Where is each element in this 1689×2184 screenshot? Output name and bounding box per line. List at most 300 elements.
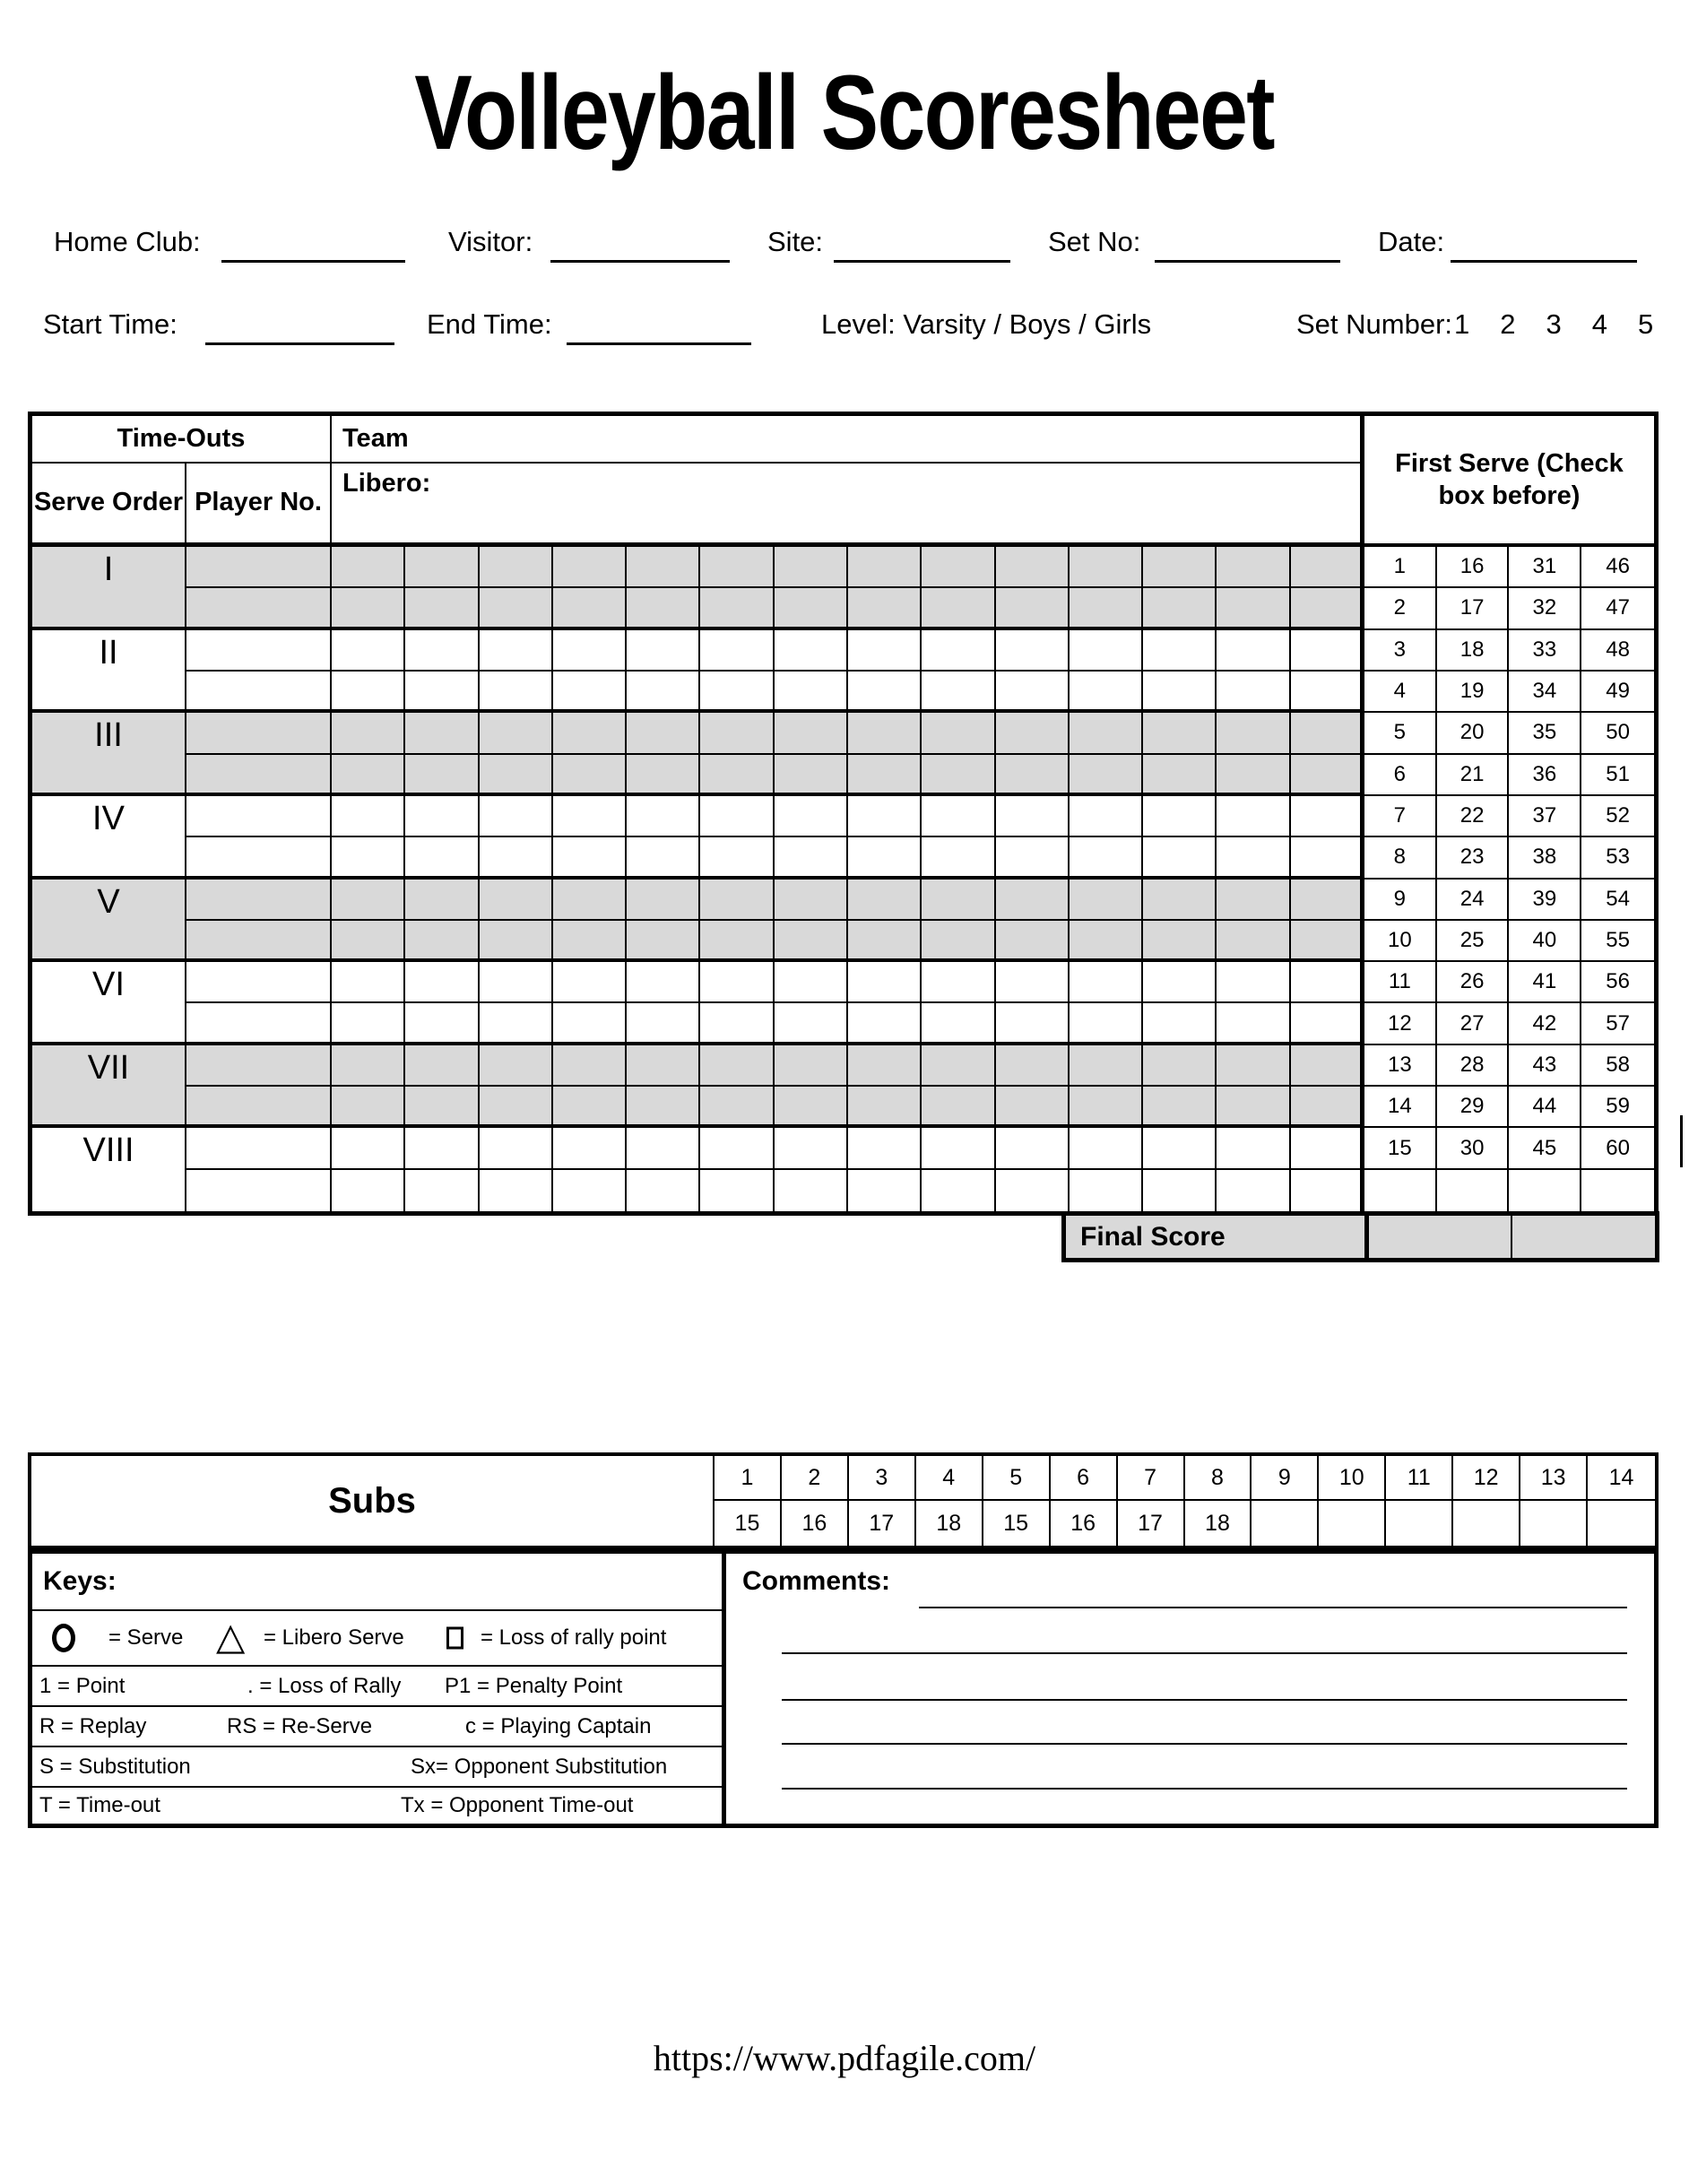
score-cell[interactable] — [1070, 672, 1143, 713]
comment-line[interactable] — [782, 1788, 1627, 1790]
field-blank-visitor[interactable] — [550, 221, 730, 263]
score-cell[interactable] — [1291, 1087, 1364, 1128]
score-cell[interactable] — [332, 588, 405, 629]
score-cell[interactable] — [1070, 796, 1143, 837]
score-cell[interactable] — [848, 1045, 922, 1087]
score-cell[interactable] — [332, 921, 405, 962]
score-cell[interactable] — [332, 837, 405, 879]
subs-cell-top[interactable]: 11 — [1386, 1456, 1453, 1501]
score-cell[interactable] — [1291, 962, 1364, 1003]
first-serve-cell[interactable]: 58 — [1581, 1045, 1654, 1087]
first-serve-cell[interactable] — [1509, 1170, 1581, 1211]
score-cell[interactable] — [627, 962, 700, 1003]
score-cell[interactable] — [480, 672, 553, 713]
score-cell[interactable] — [332, 1128, 405, 1169]
score-cell[interactable] — [775, 1170, 848, 1211]
first-serve-cell[interactable]: 11 — [1364, 962, 1437, 1003]
first-serve-cell[interactable]: 36 — [1509, 755, 1581, 796]
score-cell[interactable] — [1070, 837, 1143, 879]
score-cell[interactable] — [922, 1087, 995, 1128]
score-cell[interactable] — [553, 547, 627, 588]
score-cell[interactable] — [553, 672, 627, 713]
score-cell[interactable] — [922, 672, 995, 713]
first-serve-cell[interactable]: 44 — [1509, 1087, 1581, 1128]
score-cell[interactable] — [1291, 1128, 1364, 1169]
score-cell[interactable] — [553, 1045, 627, 1087]
first-serve-cell[interactable]: 46 — [1581, 547, 1654, 588]
score-cell[interactable] — [627, 672, 700, 713]
score-cell[interactable] — [1291, 921, 1364, 962]
score-cell[interactable] — [332, 1170, 405, 1211]
score-cell[interactable] — [1291, 880, 1364, 921]
score-cell[interactable] — [332, 547, 405, 588]
score-cell[interactable] — [1217, 755, 1290, 796]
score-cell[interactable] — [1143, 796, 1217, 837]
first-serve-cell[interactable]: 57 — [1581, 1003, 1654, 1044]
player-no-cell[interactable] — [186, 962, 332, 1003]
score-cell[interactable] — [405, 1087, 479, 1128]
player-no-cell[interactable] — [186, 921, 332, 962]
first-serve-cell[interactable]: 6 — [1364, 755, 1437, 796]
score-cell[interactable] — [1070, 713, 1143, 754]
score-cell[interactable] — [1143, 1045, 1217, 1087]
player-no-cell[interactable] — [186, 837, 332, 879]
score-cell[interactable] — [480, 1087, 553, 1128]
subs-cell-bottom[interactable] — [1386, 1501, 1453, 1546]
score-cell[interactable] — [405, 630, 479, 672]
first-serve-cell[interactable]: 5 — [1364, 713, 1437, 754]
score-cell[interactable] — [922, 1128, 995, 1169]
first-serve-cell[interactable]: 2 — [1364, 588, 1437, 629]
score-cell[interactable] — [848, 880, 922, 921]
player-no-cell[interactable] — [186, 1128, 332, 1169]
score-cell[interactable] — [775, 1045, 848, 1087]
subs-cell-bottom[interactable] — [1588, 1501, 1655, 1546]
score-cell[interactable] — [996, 921, 1070, 962]
subs-cell-bottom[interactable]: 18 — [1185, 1501, 1252, 1546]
score-cell[interactable] — [480, 547, 553, 588]
score-cell[interactable] — [1291, 713, 1364, 754]
first-serve-cell[interactable]: 55 — [1581, 921, 1654, 962]
score-cell[interactable] — [480, 962, 553, 1003]
score-cell[interactable] — [1217, 1003, 1290, 1044]
first-serve-cell[interactable]: 32 — [1509, 588, 1581, 629]
player-no-cell[interactable] — [186, 630, 332, 672]
player-no-cell[interactable] — [186, 755, 332, 796]
score-cell[interactable] — [480, 837, 553, 879]
score-cell[interactable] — [480, 755, 553, 796]
score-cell[interactable] — [996, 630, 1070, 672]
score-cell[interactable] — [700, 880, 774, 921]
score-cell[interactable] — [627, 755, 700, 796]
score-cell[interactable] — [1070, 921, 1143, 962]
score-cell[interactable] — [553, 796, 627, 837]
score-cell[interactable] — [1217, 630, 1290, 672]
score-cell[interactable] — [775, 1128, 848, 1169]
score-cell[interactable] — [1143, 547, 1217, 588]
score-cell[interactable] — [996, 880, 1070, 921]
score-cell[interactable] — [700, 1087, 774, 1128]
score-cell[interactable] — [405, 921, 479, 962]
score-cell[interactable] — [1217, 796, 1290, 837]
score-cell[interactable] — [848, 755, 922, 796]
score-cell[interactable] — [922, 921, 995, 962]
subs-cell-top[interactable]: 10 — [1319, 1456, 1386, 1501]
subs-cell-bottom[interactable] — [1252, 1501, 1319, 1546]
score-cell[interactable] — [553, 1003, 627, 1044]
score-cell[interactable] — [1070, 1170, 1143, 1211]
score-cell[interactable] — [848, 837, 922, 879]
score-cell[interactable] — [1217, 880, 1290, 921]
first-serve-cell[interactable]: 7 — [1364, 796, 1437, 837]
field-blank-homeclub[interactable] — [221, 221, 405, 263]
first-serve-cell[interactable]: 25 — [1437, 921, 1510, 962]
first-serve-cell[interactable]: 49 — [1581, 672, 1654, 713]
first-serve-cell[interactable]: 59 — [1581, 1087, 1654, 1128]
score-cell[interactable] — [480, 921, 553, 962]
score-cell[interactable] — [627, 1087, 700, 1128]
score-cell[interactable] — [996, 1170, 1070, 1211]
player-no-cell[interactable] — [186, 713, 332, 754]
score-cell[interactable] — [480, 1170, 553, 1211]
score-cell[interactable] — [1143, 880, 1217, 921]
first-serve-cell[interactable]: 16 — [1437, 547, 1510, 588]
first-serve-cell[interactable]: 37 — [1509, 796, 1581, 837]
score-cell[interactable] — [332, 1045, 405, 1087]
score-cell[interactable] — [1291, 588, 1364, 629]
first-serve-cell[interactable]: 9 — [1364, 880, 1437, 921]
score-cell[interactable] — [848, 1128, 922, 1169]
first-serve-cell[interactable]: 19 — [1437, 672, 1510, 713]
score-cell[interactable] — [700, 672, 774, 713]
player-no-cell[interactable] — [186, 588, 332, 629]
score-cell[interactable] — [1070, 962, 1143, 1003]
score-cell[interactable] — [775, 713, 848, 754]
first-serve-cell[interactable]: 21 — [1437, 755, 1510, 796]
score-cell[interactable] — [775, 921, 848, 962]
first-serve-cell[interactable]: 14 — [1364, 1087, 1437, 1128]
comment-line[interactable] — [782, 1743, 1627, 1745]
score-cell[interactable] — [553, 1128, 627, 1169]
score-cell[interactable] — [405, 755, 479, 796]
first-serve-cell[interactable]: 50 — [1581, 713, 1654, 754]
score-cell[interactable] — [1291, 1170, 1364, 1211]
score-cell[interactable] — [996, 588, 1070, 629]
first-serve-cell[interactable]: 23 — [1437, 837, 1510, 879]
score-cell[interactable] — [480, 796, 553, 837]
score-cell[interactable] — [700, 921, 774, 962]
score-cell[interactable] — [996, 962, 1070, 1003]
score-cell[interactable] — [922, 713, 995, 754]
score-cell[interactable] — [775, 1003, 848, 1044]
player-no-cell[interactable] — [186, 547, 332, 588]
score-cell[interactable] — [996, 1087, 1070, 1128]
score-cell[interactable] — [1291, 755, 1364, 796]
first-serve-cell[interactable]: 33 — [1509, 630, 1581, 672]
first-serve-cell[interactable]: 12 — [1364, 1003, 1437, 1044]
subs-cell-top[interactable]: 4 — [916, 1456, 983, 1501]
subs-cell-top[interactable]: 7 — [1118, 1456, 1185, 1501]
score-cell[interactable] — [1217, 1087, 1290, 1128]
score-cell[interactable] — [848, 796, 922, 837]
first-serve-cell[interactable]: 34 — [1509, 672, 1581, 713]
score-cell[interactable] — [922, 1170, 995, 1211]
first-serve-cell[interactable]: 24 — [1437, 880, 1510, 921]
score-cell[interactable] — [553, 755, 627, 796]
subs-cell-bottom[interactable]: 16 — [1051, 1501, 1118, 1546]
score-cell[interactable] — [922, 962, 995, 1003]
score-cell[interactable] — [922, 588, 995, 629]
score-cell[interactable] — [1143, 672, 1217, 713]
score-cell[interactable] — [1070, 1128, 1143, 1169]
score-cell[interactable] — [775, 796, 848, 837]
field-blank-site[interactable] — [834, 221, 1010, 263]
score-cell[interactable] — [775, 630, 848, 672]
score-cell[interactable] — [996, 547, 1070, 588]
player-no-cell[interactable] — [186, 1087, 332, 1128]
score-cell[interactable] — [1217, 672, 1290, 713]
score-cell[interactable] — [480, 588, 553, 629]
first-serve-cell[interactable]: 47 — [1581, 588, 1654, 629]
score-cell[interactable] — [775, 880, 848, 921]
score-cell[interactable] — [700, 1045, 774, 1087]
first-serve-cell[interactable]: 17 — [1437, 588, 1510, 629]
subs-cell-top[interactable]: 6 — [1051, 1456, 1118, 1501]
subs-cell-top[interactable]: 13 — [1520, 1456, 1588, 1501]
score-cell[interactable] — [1217, 588, 1290, 629]
score-cell[interactable] — [1070, 1003, 1143, 1044]
score-cell[interactable] — [922, 1003, 995, 1044]
score-cell[interactable] — [922, 755, 995, 796]
score-cell[interactable] — [848, 547, 922, 588]
first-serve-cell[interactable]: 30 — [1437, 1128, 1510, 1169]
score-cell[interactable] — [848, 630, 922, 672]
player-no-cell[interactable] — [186, 1003, 332, 1044]
score-cell[interactable] — [1217, 1045, 1290, 1087]
score-cell[interactable] — [1291, 547, 1364, 588]
first-serve-cell[interactable] — [1581, 1170, 1654, 1211]
first-serve-cell[interactable]: 42 — [1509, 1003, 1581, 1044]
score-cell[interactable] — [332, 630, 405, 672]
score-cell[interactable] — [1070, 630, 1143, 672]
score-cell[interactable] — [1143, 630, 1217, 672]
score-cell[interactable] — [405, 713, 479, 754]
score-cell[interactable] — [627, 713, 700, 754]
score-cell[interactable] — [627, 880, 700, 921]
player-no-cell[interactable] — [186, 672, 332, 713]
first-serve-cell[interactable]: 8 — [1364, 837, 1437, 879]
score-cell[interactable] — [996, 713, 1070, 754]
comment-line[interactable] — [782, 1699, 1627, 1701]
subs-cell-bottom[interactable]: 17 — [849, 1501, 916, 1546]
subs-cell-top[interactable]: 8 — [1185, 1456, 1252, 1501]
score-cell[interactable] — [996, 1045, 1070, 1087]
score-cell[interactable] — [627, 630, 700, 672]
score-cell[interactable] — [1143, 755, 1217, 796]
score-cell[interactable] — [1143, 1087, 1217, 1128]
score-cell[interactable] — [627, 796, 700, 837]
first-serve-cell[interactable]: 10 — [1364, 921, 1437, 962]
score-cell[interactable] — [480, 1045, 553, 1087]
score-cell[interactable] — [332, 796, 405, 837]
score-cell[interactable] — [627, 1170, 700, 1211]
score-cell[interactable] — [775, 672, 848, 713]
field-blank-setno[interactable] — [1155, 221, 1340, 263]
score-cell[interactable] — [700, 713, 774, 754]
score-cell[interactable] — [332, 713, 405, 754]
subs-cell-bottom[interactable]: 15 — [983, 1501, 1051, 1546]
score-cell[interactable] — [1143, 1128, 1217, 1169]
player-no-cell[interactable] — [186, 1045, 332, 1087]
final-score-visitor-cell[interactable] — [1512, 1216, 1655, 1258]
score-cell[interactable] — [922, 837, 995, 879]
first-serve-cell[interactable]: 29 — [1437, 1087, 1510, 1128]
set-number-option-2[interactable]: 2 — [1500, 308, 1516, 340]
first-serve-cell[interactable] — [1437, 1170, 1510, 1211]
first-serve-cell[interactable]: 22 — [1437, 796, 1510, 837]
subs-cell-top[interactable]: 2 — [782, 1456, 849, 1501]
score-cell[interactable] — [627, 921, 700, 962]
first-serve-cell[interactable]: 60 — [1581, 1128, 1654, 1169]
score-cell[interactable] — [553, 1170, 627, 1211]
first-serve-cell[interactable]: 31 — [1509, 547, 1581, 588]
score-cell[interactable] — [1070, 588, 1143, 629]
first-serve-cell[interactable]: 13 — [1364, 1045, 1437, 1087]
score-cell[interactable] — [553, 713, 627, 754]
subs-cell-top[interactable]: 14 — [1588, 1456, 1655, 1501]
score-cell[interactable] — [405, 672, 479, 713]
score-cell[interactable] — [1070, 755, 1143, 796]
score-cell[interactable] — [405, 880, 479, 921]
score-cell[interactable] — [848, 962, 922, 1003]
score-cell[interactable] — [996, 672, 1070, 713]
score-cell[interactable] — [553, 837, 627, 879]
score-cell[interactable] — [627, 1128, 700, 1169]
score-cell[interactable] — [922, 880, 995, 921]
subs-cell-top[interactable]: 3 — [849, 1456, 916, 1501]
score-cell[interactable] — [996, 755, 1070, 796]
score-cell[interactable] — [700, 588, 774, 629]
subs-cell-top[interactable]: 1 — [715, 1456, 782, 1501]
first-serve-cell[interactable]: 56 — [1581, 962, 1654, 1003]
score-cell[interactable] — [700, 1128, 774, 1169]
score-cell[interactable] — [1217, 837, 1290, 879]
score-cell[interactable] — [1291, 1045, 1364, 1087]
score-cell[interactable] — [553, 962, 627, 1003]
score-cell[interactable] — [700, 962, 774, 1003]
score-cell[interactable] — [848, 1170, 922, 1211]
subs-cell-top[interactable]: 12 — [1453, 1456, 1520, 1501]
first-serve-cell[interactable]: 15 — [1364, 1128, 1437, 1169]
score-cell[interactable] — [1143, 1003, 1217, 1044]
score-cell[interactable] — [405, 962, 479, 1003]
score-cell[interactable] — [996, 1003, 1070, 1044]
first-serve-cell[interactable]: 18 — [1437, 630, 1510, 672]
first-serve-cell[interactable]: 52 — [1581, 796, 1654, 837]
score-cell[interactable] — [775, 755, 848, 796]
score-cell[interactable] — [332, 1087, 405, 1128]
player-no-cell[interactable] — [186, 880, 332, 921]
score-cell[interactable] — [405, 547, 479, 588]
first-serve-cell[interactable]: 35 — [1509, 713, 1581, 754]
first-serve-cell[interactable]: 20 — [1437, 713, 1510, 754]
subs-cell-bottom[interactable] — [1319, 1501, 1386, 1546]
score-cell[interactable] — [700, 837, 774, 879]
score-cell[interactable] — [996, 1128, 1070, 1169]
score-cell[interactable] — [700, 755, 774, 796]
score-cell[interactable] — [627, 1045, 700, 1087]
player-no-cell[interactable] — [186, 796, 332, 837]
subs-cell-bottom[interactable] — [1520, 1501, 1588, 1546]
score-cell[interactable] — [700, 796, 774, 837]
score-cell[interactable] — [1291, 672, 1364, 713]
score-cell[interactable] — [848, 588, 922, 629]
first-serve-cell[interactable]: 45 — [1509, 1128, 1581, 1169]
score-cell[interactable] — [775, 547, 848, 588]
score-cell[interactable] — [848, 672, 922, 713]
score-cell[interactable] — [627, 588, 700, 629]
score-cell[interactable] — [627, 1003, 700, 1044]
subs-cell-bottom[interactable]: 17 — [1118, 1501, 1185, 1546]
score-cell[interactable] — [1143, 588, 1217, 629]
set-number-option-5[interactable]: 5 — [1638, 308, 1654, 340]
score-cell[interactable] — [1143, 962, 1217, 1003]
score-cell[interactable] — [996, 837, 1070, 879]
field-blank-date[interactable] — [1451, 221, 1637, 263]
player-no-cell[interactable] — [186, 1170, 332, 1211]
score-cell[interactable] — [775, 837, 848, 879]
score-cell[interactable] — [553, 1087, 627, 1128]
score-cell[interactable] — [700, 1003, 774, 1044]
first-serve-cell[interactable] — [1364, 1170, 1437, 1211]
first-serve-cell[interactable]: 3 — [1364, 630, 1437, 672]
score-cell[interactable] — [1217, 921, 1290, 962]
score-cell[interactable] — [848, 1087, 922, 1128]
set-number-option-4[interactable]: 4 — [1591, 308, 1608, 340]
score-cell[interactable] — [1070, 1045, 1143, 1087]
score-cell[interactable] — [1217, 713, 1290, 754]
first-serve-cell[interactable]: 26 — [1437, 962, 1510, 1003]
score-cell[interactable] — [627, 547, 700, 588]
score-cell[interactable] — [332, 962, 405, 1003]
score-cell[interactable] — [1143, 713, 1217, 754]
score-cell[interactable] — [332, 755, 405, 796]
first-serve-cell[interactable]: 41 — [1509, 962, 1581, 1003]
score-cell[interactable] — [1217, 962, 1290, 1003]
score-cell[interactable] — [405, 1003, 479, 1044]
score-cell[interactable] — [700, 630, 774, 672]
subs-cell-top[interactable]: 5 — [983, 1456, 1051, 1501]
score-cell[interactable] — [848, 921, 922, 962]
score-cell[interactable] — [848, 713, 922, 754]
first-serve-cell[interactable]: 48 — [1581, 630, 1654, 672]
score-cell[interactable] — [405, 1170, 479, 1211]
score-cell[interactable] — [480, 630, 553, 672]
comment-line[interactable] — [919, 1607, 1627, 1608]
score-cell[interactable] — [480, 1003, 553, 1044]
score-cell[interactable] — [332, 672, 405, 713]
score-cell[interactable] — [1291, 630, 1364, 672]
score-cell[interactable] — [1217, 1170, 1290, 1211]
set-number-option-3[interactable]: 3 — [1546, 308, 1562, 340]
score-cell[interactable] — [922, 547, 995, 588]
score-cell[interactable] — [1143, 1170, 1217, 1211]
score-cell[interactable] — [775, 588, 848, 629]
score-cell[interactable] — [1070, 1087, 1143, 1128]
score-cell[interactable] — [996, 796, 1070, 837]
comment-line[interactable] — [782, 1652, 1627, 1654]
first-serve-cell[interactable]: 28 — [1437, 1045, 1510, 1087]
